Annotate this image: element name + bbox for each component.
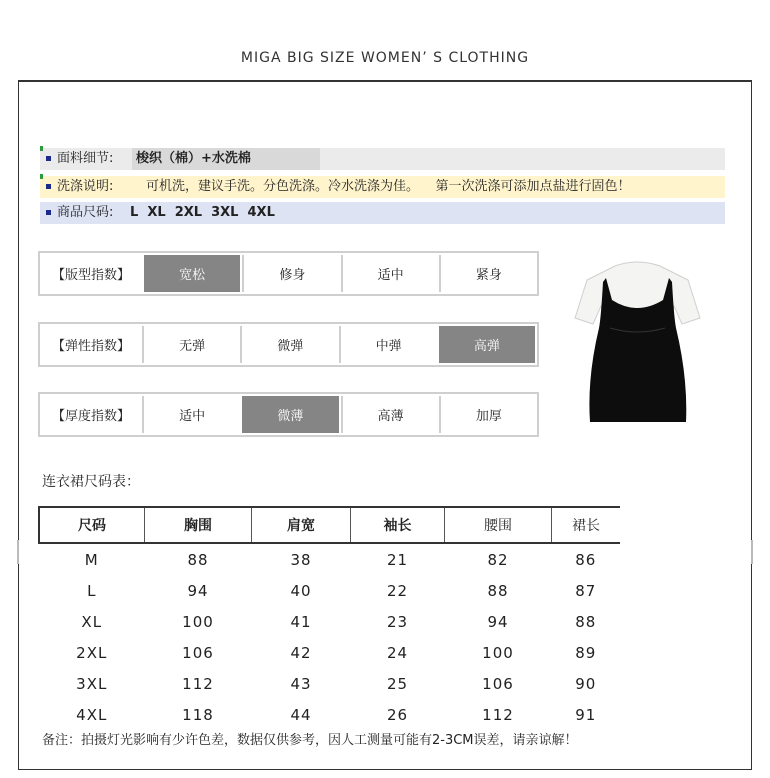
table-cell: 89	[575, 643, 597, 662]
table-cell: 86	[575, 550, 597, 569]
bullet-icon	[46, 184, 51, 189]
index-option: 无弹	[142, 326, 240, 363]
index-elasticity	[38, 322, 539, 367]
table-cell: 94	[487, 612, 509, 631]
table-cell: 100	[182, 612, 214, 631]
table-cell: 2XL	[76, 643, 108, 662]
table-cell: 112	[182, 674, 214, 693]
fabric-row	[40, 148, 725, 170]
index-option-selected: 高弹	[439, 326, 535, 363]
index-name: 【版型指数】	[51, 268, 130, 283]
table-cell: 43	[290, 674, 312, 693]
table-cell: M	[84, 550, 99, 569]
index-option: 紧身	[439, 255, 537, 292]
table-row	[39, 575, 620, 606]
table-cell: 94	[187, 581, 209, 600]
table-cell: 88	[187, 550, 209, 569]
table-cell: 3XL	[76, 674, 108, 693]
sizes-value: L XL 2XL 3XL 4XL	[130, 205, 275, 220]
col-header: 尺码	[39, 507, 145, 543]
dress-icon	[570, 258, 705, 428]
index-thickness	[38, 392, 539, 437]
table-cell: 41	[290, 612, 312, 631]
table-cell: 91	[575, 705, 597, 724]
index-option: 适中	[341, 255, 439, 292]
table-cell: 40	[290, 581, 312, 600]
fabric-label: 面料细节:	[57, 151, 114, 166]
table-cell: 112	[482, 705, 514, 724]
index-option: 微弹	[240, 326, 338, 363]
index-option: 中弹	[339, 326, 437, 363]
index-fit	[38, 251, 539, 296]
table-cell: 25	[386, 674, 409, 693]
table-row	[39, 699, 620, 730]
col-header: 肩宽	[252, 507, 351, 543]
table-cell: XL	[81, 612, 103, 631]
table-cell: 22	[386, 581, 409, 600]
index-option-selected: 微薄	[242, 396, 338, 433]
tick-mark	[40, 174, 43, 179]
col-header: 腰围	[445, 507, 552, 543]
size-table	[38, 506, 620, 730]
size-table-title: 连衣裙尺码表：	[42, 474, 140, 490]
index-option: 适中	[142, 396, 240, 433]
table-row	[39, 543, 620, 575]
index-name: 【厚度指数】	[51, 409, 130, 424]
table-cell: 100	[482, 643, 514, 662]
table-cell: 26	[386, 705, 409, 724]
size-table-header	[39, 507, 620, 543]
table-cell: 38	[290, 550, 312, 569]
index-name: 【弹性指数】	[51, 339, 130, 354]
table-cell: 88	[575, 612, 597, 631]
table-cell: 23	[386, 612, 409, 631]
table-cell: 87	[575, 581, 597, 600]
table-cell: 118	[182, 705, 214, 724]
table-row	[39, 637, 620, 668]
wash-label: 洗涤说明:	[57, 179, 114, 194]
index-option: 高薄	[341, 396, 439, 433]
tick-mark	[40, 146, 43, 151]
bullet-icon	[46, 210, 51, 215]
table-cell: 42	[290, 643, 312, 662]
table-cell: 44	[290, 705, 312, 724]
edge-mark	[751, 540, 753, 564]
table-cell: 106	[182, 643, 214, 662]
footnote: 备注：拍摄灯光影响有少许色差，数据仅供参考，因人工测量可能有2-3CM误差，请亲谅解！	[42, 733, 578, 748]
index-option: 修身	[242, 255, 340, 292]
wash-row	[40, 176, 725, 198]
table-cell: 88	[487, 581, 509, 600]
table-cell: 106	[482, 674, 514, 693]
fabric-value: 梭织（棉）+水洗棉	[136, 151, 251, 166]
table-cell: 21	[386, 550, 409, 569]
table-cell: 24	[386, 643, 409, 662]
edge-mark	[17, 540, 19, 564]
index-option-selected: 宽松	[144, 255, 240, 292]
brand-title: MIGA BIG SIZE WOMEN’ S CLOTHING	[240, 50, 530, 66]
table-row	[39, 668, 620, 699]
col-header: 胸围	[145, 507, 252, 543]
table-cell: L	[87, 581, 97, 600]
sizes-row	[40, 202, 725, 224]
col-header: 袖长	[351, 507, 445, 543]
table-cell: 4XL	[76, 705, 108, 724]
sizes-label: 商品尺码:	[57, 205, 114, 220]
table-row	[39, 606, 620, 637]
col-header: 裙长	[552, 507, 621, 543]
table-cell: 82	[487, 550, 509, 569]
wash-value: 可机洗，建议手洗。分色洗涤。冷水洗涤为佳。 第一次洗涤可添加点盐进行固色！	[146, 179, 631, 194]
table-cell: 90	[575, 674, 597, 693]
bullet-icon	[46, 156, 51, 161]
index-option: 加厚	[439, 396, 537, 433]
